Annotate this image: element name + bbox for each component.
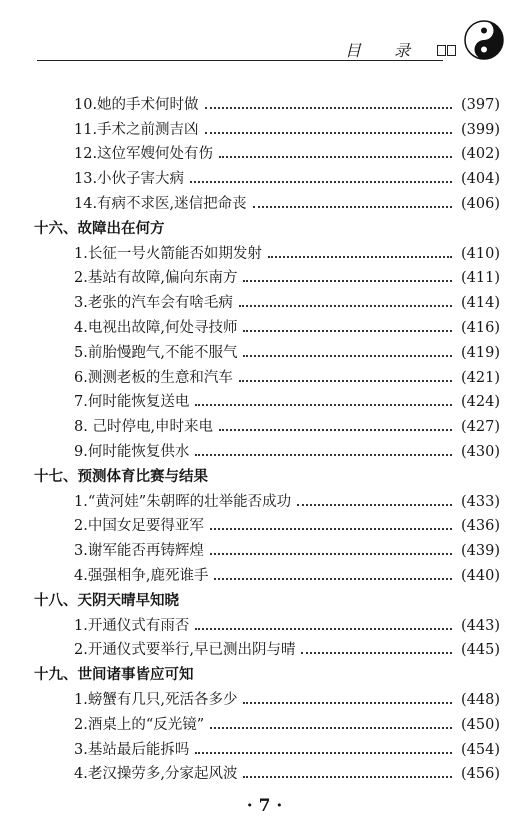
entry-page-number: (424) [461,394,500,411]
toc-entry [34,114,500,139]
dot-leader [243,701,452,704]
entry-page-number: (404) [461,171,500,188]
dot-leader [243,354,452,357]
entry-title: 7.何时能恢复送电 [74,394,190,411]
entry-page-number: (454) [461,741,500,758]
toc-entry [34,139,500,164]
dot-leader [297,503,452,506]
entry-page-number: (416) [461,319,500,336]
entry-title: 3.基站最后能拆吗 [74,741,190,758]
entry-page-number: (399) [461,121,500,138]
entry-title: 8. 己时停电,申时来电 [74,419,214,436]
dot-leader [210,552,452,555]
dot-leader [205,106,452,109]
entry-page-number: (439) [461,543,500,560]
dot-leader [195,403,452,406]
toc-entry [34,287,500,312]
dot-leader [243,279,452,282]
dot-leader [219,428,452,431]
entry-page-number: (436) [461,518,500,535]
dot-leader [239,379,452,382]
dot-leader [243,329,452,332]
entry-title: 10.她的手术何时做 [74,96,199,113]
entry-page-number: (406) [461,195,500,212]
dot-leader [205,131,452,134]
entry-page-number: (445) [461,642,500,659]
toc-entry [34,362,500,387]
entry-page-number: (410) [461,245,500,262]
entry-title: 2.开通仪式要举行,早已测出阴与晴 [74,642,296,659]
entry-title: 4.老汉操劳多,分家起风波 [74,766,238,783]
header-title: 目 录 [345,41,425,60]
toc-entry [34,709,500,734]
toc-entry [34,337,500,362]
entry-page-number: (440) [461,567,500,584]
toc-section-heading [34,213,500,238]
header-ornament-boxes [437,45,456,56]
toc-entry [34,759,500,784]
entry-title: 1.长征一号火箭能否如期发射 [74,245,262,262]
dot-leader [210,527,452,530]
entry-page-number: (433) [461,493,500,510]
dot-leader [219,155,452,158]
toc-entry [34,635,500,660]
entry-title: 1.螃蟹有几只,死活各多少 [74,691,238,708]
dot-leader [190,180,452,183]
section-title: 十六、故障出在何方 [34,219,165,237]
section-title: 十九、世间诸事皆应可知 [34,666,194,684]
entry-title: 14.有病不求医,迷信把命丧 [74,195,247,212]
entry-page-number: (411) [461,270,500,287]
dot-leader [210,726,452,729]
toc-entry [34,734,500,759]
dot-leader [214,577,452,580]
entry-page-number: (402) [461,146,500,163]
entry-title: 12.这位军嫂何处有伤 [74,146,214,163]
toc-entry [34,610,500,635]
toc-entry [34,188,500,213]
toc-section-heading [34,585,500,610]
entry-title: 2.基站有故障,偏向东南方 [74,270,238,287]
entry-page-number: (414) [461,295,500,312]
entry-title: 6.测测老板的生意和汽车 [74,369,233,386]
ornament-box [447,45,456,56]
entry-page-number: (448) [461,691,500,708]
dot-leader [195,453,452,456]
toc-entry [34,511,500,536]
entry-title: 5.前胎慢跑气,不能不服气 [74,344,238,361]
table-of-contents [34,89,500,783]
section-title: 十八、天阴天晴早知晓 [34,591,179,609]
dot-leader [195,627,452,630]
entry-page-number: (421) [461,369,500,386]
entry-page-number: (397) [461,96,500,113]
entry-page-number: (419) [461,344,500,361]
toc-entry [34,238,500,263]
page-number: · 7 · [246,796,283,816]
dot-leader [243,775,452,778]
toc-entry [34,89,500,114]
toc-entry [34,436,500,461]
running-header [37,18,507,68]
toc-entry [34,560,500,585]
entry-title: 3.老张的汽车会有啥毛病 [74,295,233,312]
toc-entry [34,263,500,288]
dot-leader [301,651,452,654]
toc-entry [34,684,500,709]
dot-leader [253,205,452,208]
entry-title: 4.电视出故障,何处寻技师 [74,319,238,336]
dot-leader [195,751,452,754]
entry-title: 1.开通仪式有雨否 [74,617,190,634]
entry-title: 3.谢军能否再铸辉煌 [74,543,204,560]
toc-section-heading [34,461,500,486]
entry-page-number: (456) [461,766,500,783]
taiji-icon [464,20,504,60]
toc-entry [34,312,500,337]
toc-entry [34,535,500,560]
entry-page-number: (443) [461,617,500,634]
entry-title: 9.何时能恢复供水 [74,443,190,460]
entry-title: 2.酒桌上的“反光镜” [74,716,205,733]
entry-title: 1.“黄河娃”朱朝晖的壮举能否成功 [74,493,292,510]
dot-leader [268,255,452,258]
section-title: 十七、预测体育比赛与结果 [34,467,208,485]
toc-section-heading [34,659,500,684]
toc-entry [34,411,500,436]
entry-title: 11.手术之前测吉凶 [74,121,199,138]
ornament-box [437,45,446,56]
entry-page-number: (430) [461,443,500,460]
toc-entry [34,387,500,412]
toc-entry [34,163,500,188]
entry-page-number: (450) [461,716,500,733]
entry-page-number: (427) [461,419,500,436]
dot-leader [239,304,452,307]
entry-title: 2.中国女足要得亚军 [74,518,204,535]
entry-title: 13.小伙子害大病 [74,171,185,188]
toc-entry [34,486,500,511]
entry-title: 4.强强相争,鹿死谁手 [74,567,209,584]
